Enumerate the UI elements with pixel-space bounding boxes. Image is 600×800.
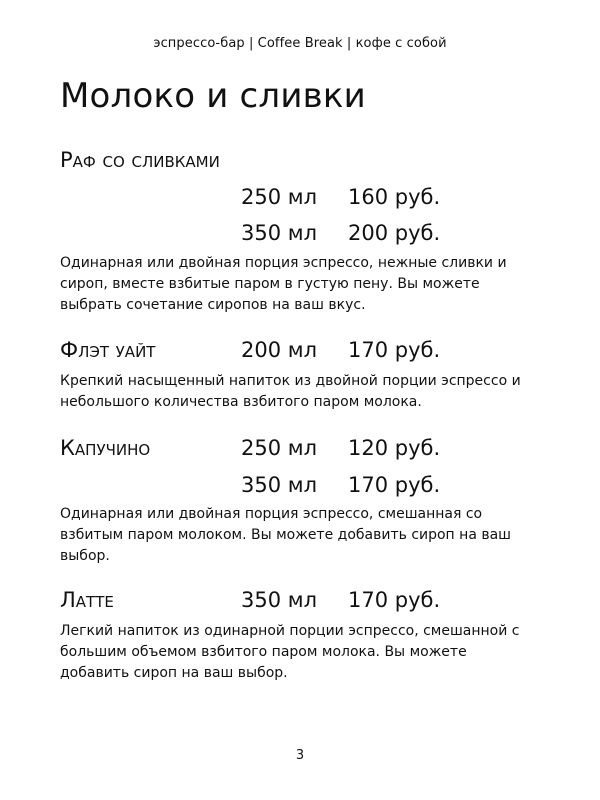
item-description: Легкий напиток из одинарной порции эспрессо, смешанной с большим объемом взбитого паром молока. Вы можете добавить сироп на ваш выбор. [60,623,520,681]
item-volume: 200 мл [241,338,318,362]
item-volume: 350 мл [241,221,318,245]
item-description: Одинарная или двойная порция эспрессо, нежные сливки и сироп, вместе взбитые паром в густую пену. Вы можете выбрать сочетание сиропов на ваш вкус. [60,255,507,313]
page-title: Молоко и сливки [60,76,366,116]
item-name: Латте [60,588,114,612]
item-name: Раф со сливками [60,148,220,172]
item-name: Капучино [60,436,151,460]
item-volume: 250 мл [241,436,318,460]
item-volume: 250 мл [241,185,318,209]
item-description: Одинарная или двойная порция эспрессо, смешанная со взбитым паром молоком. Вы можете добавить сироп на ваш выбор. [60,506,511,564]
item-volume: 350 мл [241,588,318,612]
item-price: 120 руб. [348,436,441,460]
item-price: 170 руб. [348,588,441,612]
item-volume: 350 мл [241,473,318,497]
page-number: 3 [295,748,305,763]
item-price: 200 руб. [348,221,441,245]
item-description: Крепкий насыщенный напиток из двойной порции эспрессо и небольшого количества взбитого паром молока. [60,373,521,410]
item-price: 160 руб. [348,185,441,209]
item-price: 170 руб. [348,473,441,497]
page-header: эспрессо-бар | Coffee Break | кофе с собой [153,36,447,51]
item-name: Флэт уайт [60,338,156,362]
item-price: 170 руб. [348,338,441,362]
